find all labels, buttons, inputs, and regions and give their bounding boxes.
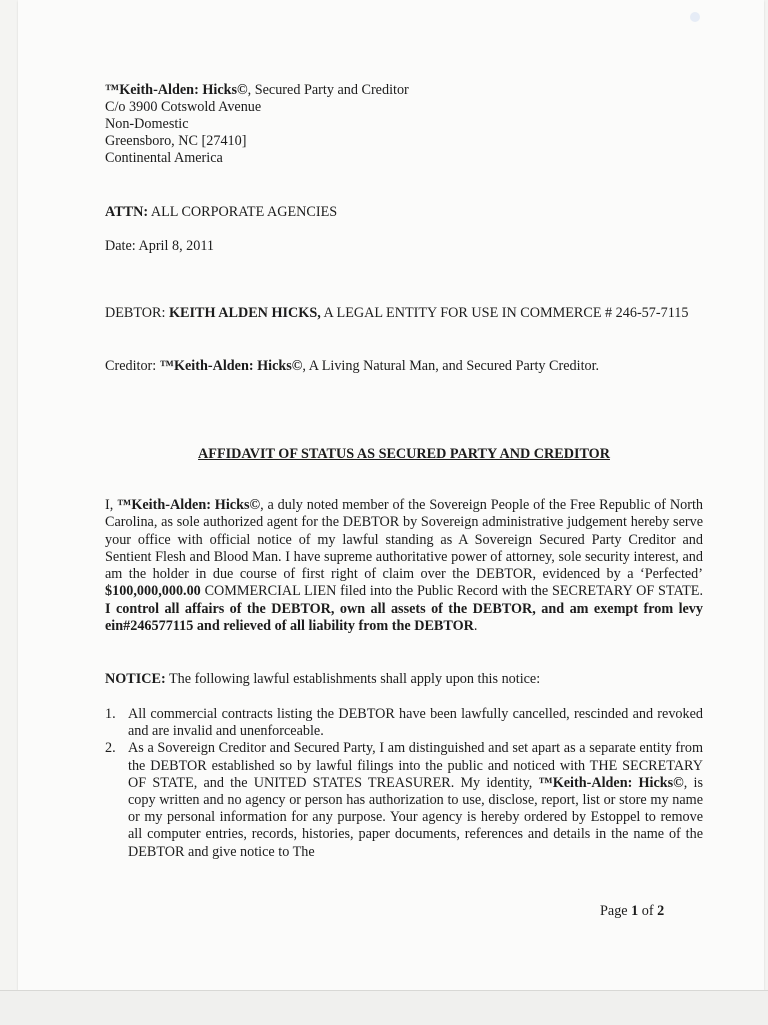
page-of: of (641, 903, 654, 919)
creditor-name: ™Keith-Alden: Hicks© (159, 358, 303, 374)
debtor-line (105, 305, 703, 322)
notice-line (105, 671, 540, 688)
intro-text: I, (105, 497, 118, 513)
scan-edge (0, 990, 768, 1025)
intro-text: , a duly noted member of the Sovereign People of the Free Republic of North Carolina, as sole authorized agent for the DEBTOR by Sovereign administrative judgement hereby serve your office with official notice of my lawful standing as A Sovereign Secured Party Creditor and Sentient Flesh and Blood Man. I have supreme authoritative power of attorney, sole security interest, and am the holder in due course of first right of claim over the DEBTOR, evidenced by a ‘Perfected’ (105, 497, 703, 583)
page-label: Page (600, 903, 628, 919)
document-title: AFFIDAVIT OF STATUS AS SECURED PARTY AND CREDITOR (198, 446, 610, 462)
intro-name: ™Keith-Alden: Hicks© (117, 497, 261, 513)
list-item-text: All commercial contracts listing the DEBTOR have been lawfully cancelled, rescinded and revoked and are invalid and unenforceable. (128, 706, 703, 740)
page-total: 2 (657, 903, 665, 919)
sender-block (105, 82, 409, 167)
attn-label: ATTN: (105, 204, 149, 220)
establishments-list (105, 706, 703, 861)
list-item-text: As a Sovereign Creditor and Secured Party, I am distinguished and set apart as a separate entity from the DEBTOR established so by lawful filings into the public and noticed with THE SECRETARY OF STATE, and the UNITED STATES TREASURER. My identity, (128, 740, 703, 791)
sender-role: , Secured Party and Creditor (247, 82, 409, 98)
sender-name: ™Keith-Alden: Hicks© (105, 82, 248, 98)
scan-smudge (690, 12, 700, 22)
notice-text: The following lawful establishments shall apply upon this notice: (165, 671, 541, 687)
attn-line (105, 204, 337, 221)
list-item-text: , is copy written and no agency or person has authorization to use, disclose, report, list or store my name or my personal information for any purpose. Your agency is hereby ordered by Estoppel to remove all computer entries, records, histories, paper documents, references and details in the name of the DEBTOR and give notice to The (128, 774, 703, 860)
sender-address-line: Continental America (105, 150, 223, 166)
creditor-line (105, 358, 599, 375)
notice-label: NOTICE: (105, 671, 166, 687)
debtor-name: KEITH ALDEN HICKS, (168, 305, 321, 321)
creditor-description: , A Living Natural Man, and Secured Party Creditor. (302, 358, 600, 374)
list-item-number: 1. (105, 706, 116, 722)
creditor-label: Creditor: (105, 358, 160, 374)
list-item (105, 706, 703, 740)
sender-name-line (105, 82, 409, 99)
list-item-number: 2. (105, 740, 116, 757)
attn-value: ALL CORPORATE AGENCIES (148, 204, 338, 220)
sender-address-line: Non-Domestic (105, 116, 189, 132)
lien-amount: $100,000,000.00 (105, 583, 201, 600)
page-number (600, 903, 664, 920)
page-current: 1 (631, 903, 639, 919)
date-line: Date: April 8, 2011 (105, 238, 215, 254)
intro-bold-statement: I control all affairs of the DEBTOR, own all assets of the DEBTOR, and am exempt from levy ein#246577115 and relieved of all liability from the DEBTOR (105, 600, 703, 635)
intro-paragraph (105, 497, 703, 635)
list-item-name: ™Keith-Alden: Hicks© (538, 774, 684, 791)
debtor-description: A LEGAL ENTITY FOR USE IN COMMERCE # 246-57-7115 (320, 305, 689, 321)
debtor-label: DEBTOR: (105, 305, 169, 321)
intro-text: COMMERCIAL LIEN filed into the Public Record with the SECRETARY OF STATE. (200, 583, 703, 600)
sender-address-line: C/o 3900 Cotswold Avenue (105, 99, 262, 115)
intro-text: . (473, 618, 478, 635)
sender-address-line: Greensboro, NC [27410] (105, 133, 247, 149)
list-item (105, 740, 703, 860)
